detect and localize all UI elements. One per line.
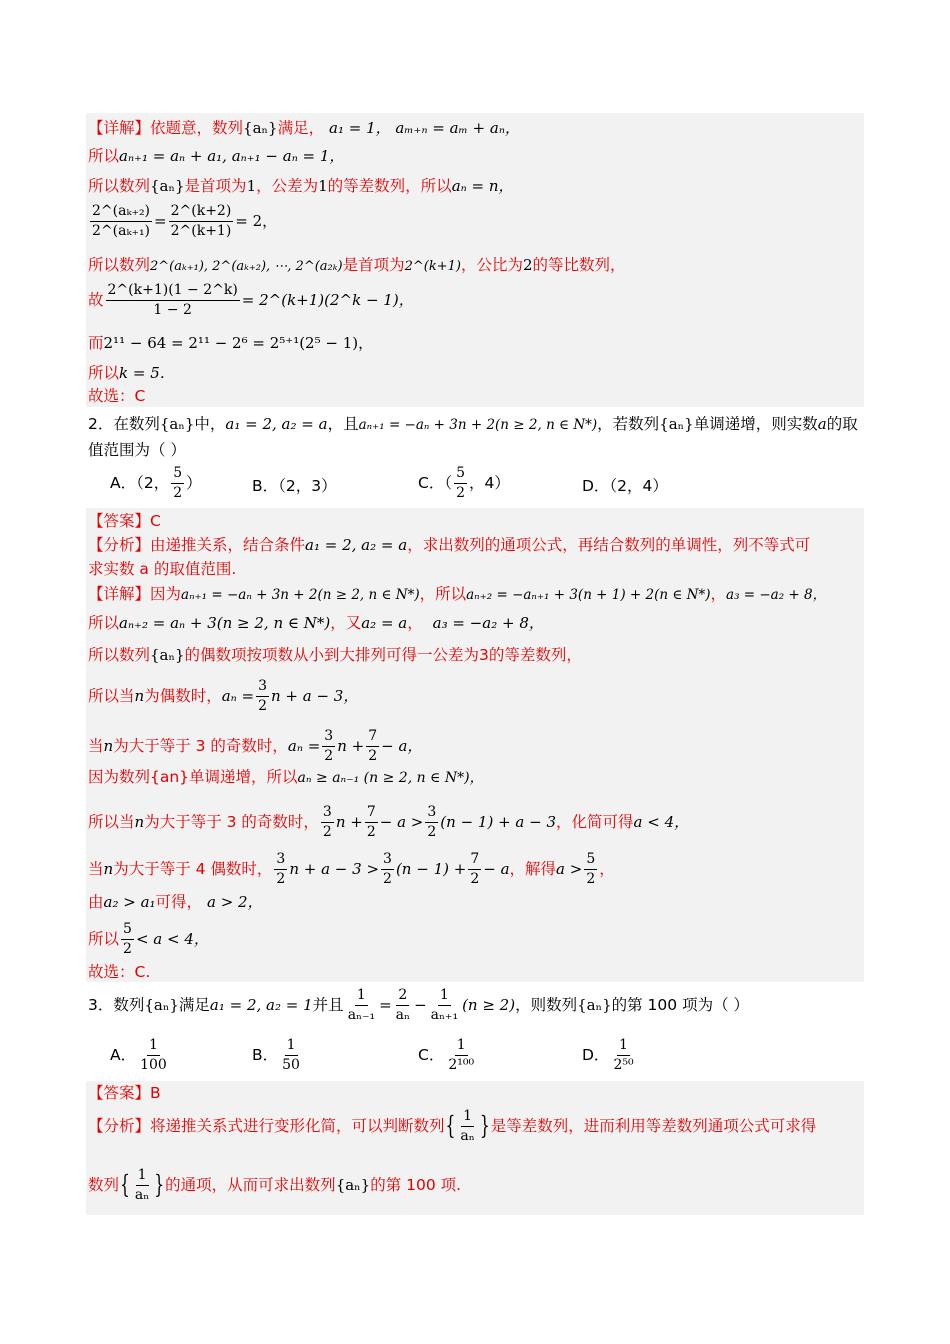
q3-line-1: 3．数列{aₙ}满足a₁ = 2, a₂ = 1并且 $\frac{1}{\text{aₙ₋₁}}$ = $\frac{2}{\text{aₙ}}$ − $\frac{1}{\text{aₙ₊₁}}$ (n ≥ 2)，则数列{aₙ}的第 100 项为（ ） <box>88 987 749 1023</box>
q2-line-2: 值范围为（ ） <box>88 441 186 459</box>
fraction: $\frac{3}{2}$ <box>276 851 286 887</box>
sol1-line-4: $\frac{\text{2\textasciicircum{}(aₖ₊₂)}}{\text{2\textasciicircum{}(aₖ₊₁)}}$ = $\frac{2\^{}(k+2)}{2\^{}(k+1)}$ = 2， <box>92 203 278 239</box>
fraction: $\frac{1}{\text{aₙ}}$ <box>134 1167 150 1203</box>
ans2-analysis-2: 求实数 a 的取值范围. <box>88 560 237 578</box>
detail-tag: 【详解】 <box>88 119 151 137</box>
fraction: $\frac{3}{2}$ <box>322 804 332 840</box>
fraction: $\frac{5}{2}$ <box>173 465 183 501</box>
ans2-detail-6: 因为数列{an}单调递增，所以aₙ ≥ aₙ₋₁ (n ≥ 2, n ∈ N*)， <box>88 768 484 786</box>
ans3-analysis-2: 数列{ $\frac{1}{\text{aₙ}}$ }的通项，从而可求出数列{aₙ}的第 100 项. <box>88 1167 462 1203</box>
sol1-line-3: 所以数列{aₙ}是首项为1，公差为1的等差数列，所以aₙ = n， <box>88 177 514 195</box>
ans2-detail-5: 当n为大于等于 3 的奇数时，aₙ = $\frac{3}{2}$ n + $\frac{7}{2}$ − a， <box>88 728 423 764</box>
q2-option-a[interactable]: A．（2， $\frac{5}{2}$ ） <box>110 465 202 501</box>
ans2-detail-2: 所以aₙ₊₂ = aₙ + 3(n ≥ 2, n ∈ N*)，又a₂ = a， a₃ = −a₂ + 8， <box>88 614 544 632</box>
fraction: $\frac{7}{2}$ <box>470 851 480 887</box>
ans2-detail-3: 所以数列{aₙ}的偶数项按项数从小到大排列可得一公差为3的等差数列， <box>88 646 582 664</box>
ans2-detail-11: 故选：C. <box>88 963 151 981</box>
fraction: $\frac{2\^{}(k+2)}{2\^{}(k+1)}$ <box>170 203 232 239</box>
fraction: $\frac{1}{100}$ <box>140 1037 167 1073</box>
q3-option-d[interactable]: D． $\frac{1}{\text{2⁵⁰}}$ <box>582 1037 634 1073</box>
fraction: $\frac{1}{\text{aₙ₋₁}}$ <box>347 987 376 1023</box>
sol1-line-2: 所以aₙ₊₁ = aₙ + a₁, aₙ₊₁ − aₙ = 1， <box>88 147 345 165</box>
ans2-detail-1: 【详解】因为aₙ₊₁ = −aₙ + 3n + 2(n ≥ 2, n ∈ N*)，所以aₙ₊₂ = −aₙ₊₁ + 3(n + 1) + 2(n ∈ N*)，a₃ = −a₂ + 8， <box>88 585 827 603</box>
sol1-line-6: 故 $\frac{2\^{}(k+1)(1 - 2\^{}k)}{1 - 2}$ = 2^(k+1)(2^k − 1)， <box>88 282 414 318</box>
ans2-detail-8: 当n为大于等于 4 偶数时， $\frac{3}{2}$ n + a − 3 > $\frac{3}{2}$ (n − 1) + $\frac{7}{2}$ − a，解得a > $\frac{5}{2}$ ， <box>88 851 615 887</box>
fraction: $\frac{\text{2\textasciicircum{}(aₖ₊₂)}}{\text{2\textasciicircum{}(aₖ₊₁)}}$ <box>92 203 151 239</box>
ans2-analysis-1: 【分析】由递推关系，结合条件a₁ = 2, a₂ = a，求出数列的通项公式，再结合数列的单调性，列不等式可 <box>88 536 811 554</box>
fraction: $\frac{1}{\text{aₙ₊₁}}$ <box>430 987 459 1023</box>
fraction: $\frac{5}{2}$ <box>123 921 132 957</box>
ans2-detail-7: 所以当n为大于等于 3 的奇数时， $\frac{3}{2}$ n + $\frac{7}{2}$ − a > $\frac{3}{2}$ (n − 1) + a − 3，化简可得a < 4， <box>88 804 690 840</box>
fraction: $\frac{1}{50}$ <box>282 1037 300 1073</box>
q2-option-b[interactable]: B．（2，3） <box>252 477 337 495</box>
fraction: $\frac{1}{\text{2¹⁰⁰}}$ <box>448 1037 475 1073</box>
sol1-line-1: 【详解】依题意，数列{aₙ}满足， a₁ = 1， aₘ₊ₙ = aₘ + aₙ， <box>88 119 520 137</box>
q3-option-c[interactable]: C． $\frac{1}{\text{2¹⁰⁰}}$ <box>418 1037 475 1073</box>
sol1-line-7: 而2¹¹ − 64 = 2¹¹ − 2⁶ = 2⁵⁺¹(2⁵ − 1)， <box>88 334 374 352</box>
fraction: $\frac{3}{2}$ <box>427 804 437 840</box>
q3-option-a[interactable]: A． $\frac{1}{100}$ <box>110 1037 167 1073</box>
ans2-detail-9: 由a₂ > a₁可得， a > 2， <box>88 893 263 911</box>
fraction: $\frac{3}{2}$ <box>258 678 267 714</box>
ans2-detail-4: 所以当n为偶数时，aₙ = $\frac{3}{2}$ n + a − 3， <box>88 678 359 714</box>
ans2-answer: 【答案】C <box>88 512 161 530</box>
fraction: $\frac{5}{2}$ <box>586 851 596 887</box>
fraction: $\frac{3}{2}$ <box>383 851 392 887</box>
q2-line-1: 2．在数列{aₙ}中，a₁ = 2, a₂ = a，且aₙ₊₁ = −aₙ + 3n + 2(n ≥ 2, n ∈ N*)，若数列{aₙ}单调递增，则实数a的取 <box>88 415 858 433</box>
fraction: $\frac{2\^{}(k+1)(1 - 2\^{}k)}{1 - 2}$ <box>107 282 238 318</box>
fraction: $\frac{2}{\text{aₙ}}$ <box>395 987 411 1023</box>
q3-option-b[interactable]: B． $\frac{1}{50}$ <box>252 1037 300 1073</box>
fraction: $\frac{1}{\text{2⁵⁰}}$ <box>613 1037 634 1073</box>
fraction: $\frac{5}{2}$ <box>456 465 465 501</box>
ans2-detail-10: 所以 $\frac{5}{2}$ < a < 4， <box>88 921 209 957</box>
fraction: $\frac{7}{2}$ <box>368 728 378 764</box>
sol1-line-5: 所以数列2^(aₖ₊₁), 2^(aₖ₊₂), ⋯, 2^(a₂ₖ)是首项为2^(k+1)，公比为2的等比数列， <box>88 256 626 274</box>
q2-option-d[interactable]: D．（2，4） <box>582 477 668 495</box>
sol1-line-8: 所以k = 5． <box>88 364 175 382</box>
ans3-analysis-1: 【分析】将递推关系式进行变形化简，可以判断数列{ $\frac{1}{\text{aₙ}}$ }是等差数列，进而利用等差数列通项公式可求得 <box>88 1108 817 1144</box>
fraction: $\frac{3}{2}$ <box>324 728 334 764</box>
fraction: $\frac{1}{\text{aₙ}}$ <box>460 1108 475 1144</box>
ans3-answer: 【答案】B <box>88 1084 161 1102</box>
fraction: $\frac{7}{2}$ <box>366 804 376 840</box>
q2-option-c[interactable]: C．（ $\frac{5}{2}$ ，4） <box>418 465 510 501</box>
sol1-line-9: 故选：C <box>88 387 146 405</box>
